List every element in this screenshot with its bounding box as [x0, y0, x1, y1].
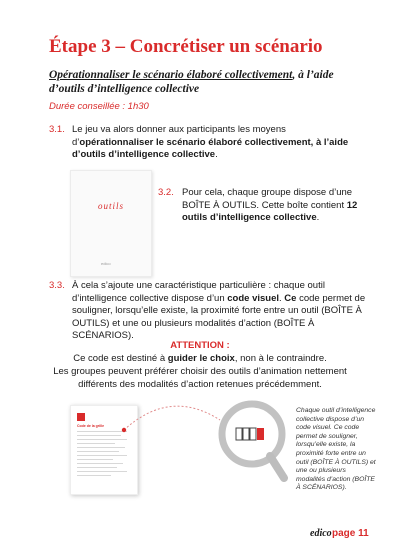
- item-3-3-text-a: À cela s’ajoute une caractéristique particulière : chaque outil d’intelligence collective dispose d’un: [72, 280, 325, 304]
- attention-label: [0, 340, 400, 353]
- thumbnail-line: [77, 435, 121, 436]
- code-bar-highlight: [257, 428, 264, 440]
- item-number-3-2: 3.2.: [158, 187, 174, 198]
- recommended-duration: Durée conseillée : 1h30: [49, 101, 149, 112]
- thumbnail-line: [77, 443, 115, 444]
- cover-brand: edico: [101, 261, 111, 266]
- item-3-3-text-c: code permet de souligner, lorsqu’elle existe, la proximité forte entre un outil (BOÎTE À OUTILS) et une ou plusieurs modalités d’action (BOÎTE À SCÉNARIOS).: [72, 292, 366, 341]
- step-subtitle: [49, 68, 369, 96]
- item-3-1-bold: opérationnaliser le scénario élaboré collectivement, à l’aide d’outils d’intelligence collective: [72, 136, 349, 160]
- cover-title: outils: [97, 201, 124, 211]
- page-title: Étape 3 – Concrétiser un scénario: [49, 36, 323, 57]
- item-text-3-1: [72, 124, 368, 162]
- thumbnail-line: [77, 467, 117, 468]
- item-3-1-text-a: Le jeu va alors donner aux participants les moyens d’: [72, 124, 286, 148]
- thumbnail-red-mark: [77, 413, 85, 421]
- attention-line-3: différents des modalités d’action retenues précédemment.: [78, 379, 322, 390]
- magnifier-handle: [270, 456, 284, 478]
- attention-line1-b: , non à le contraindre.: [234, 353, 327, 364]
- thumbnail-line: [77, 447, 125, 448]
- thumbnail-line: [77, 471, 127, 472]
- attention-heading: ATTENTION :: [170, 340, 230, 351]
- thumbnail-line: [77, 459, 113, 460]
- item-3-2-bold: 12 outils d’intelligence collective: [182, 199, 358, 223]
- dashed-arc: [124, 406, 220, 430]
- attention-line-1: [0, 353, 400, 366]
- thumbnail-line: [77, 475, 111, 476]
- side-note: Chaque outil d’intelligence collective dispose d’un code visuel. Ce code permet de souligner, lorsqu’elle existe, la proximité forte entre un outil (BOÎTE À OUTILS) et une ou plusieurs modalités d’action (BOÎTE À SCÉNARIOS).: [296, 407, 376, 492]
- thumbnail-line: [77, 451, 119, 452]
- page-number: page 11: [332, 528, 369, 539]
- subtitle-rest: , à l’aide d’outils d’intelligence collective: [49, 69, 334, 95]
- item-number-3-1: 3.1.: [49, 124, 65, 135]
- item-text-3-3: [72, 280, 368, 343]
- attention-line1-bold: guider le choix: [167, 353, 235, 364]
- thumbnail-line: [77, 455, 127, 456]
- item-number-3-3: 3.3.: [49, 280, 65, 291]
- thumbnail-line: [77, 463, 123, 464]
- item-3-2-text-b: .: [316, 212, 320, 223]
- item-3-3-text-b: .: [279, 292, 285, 304]
- item-3-3-bold2: Ce: [284, 292, 297, 304]
- arc-start-dot: [122, 428, 126, 432]
- attention-line-2: Les groupes peuvent préférer choisir des outils d’animation nettement: [53, 366, 347, 377]
- attention-line1-a: Ce code est destiné à: [73, 353, 168, 364]
- item-3-2-text-a: Pour cela, chaque groupe dispose d’une BOÎTE À OUTILS. Cette boîte contient: [182, 187, 353, 211]
- magnifier-icon: [212, 392, 296, 488]
- item-text-3-2: [182, 187, 366, 225]
- item-3-1-text-b: .: [215, 149, 218, 160]
- toolbox-cover-image: [70, 170, 152, 277]
- footer-brand: edico: [310, 528, 332, 539]
- item-3-3-bold: code visuel: [227, 292, 280, 304]
- subtitle-underlined: Opérationnaliser le scénario élaboré collectivement: [49, 69, 293, 81]
- thumbnail-heading: Code de la grille: [77, 424, 105, 428]
